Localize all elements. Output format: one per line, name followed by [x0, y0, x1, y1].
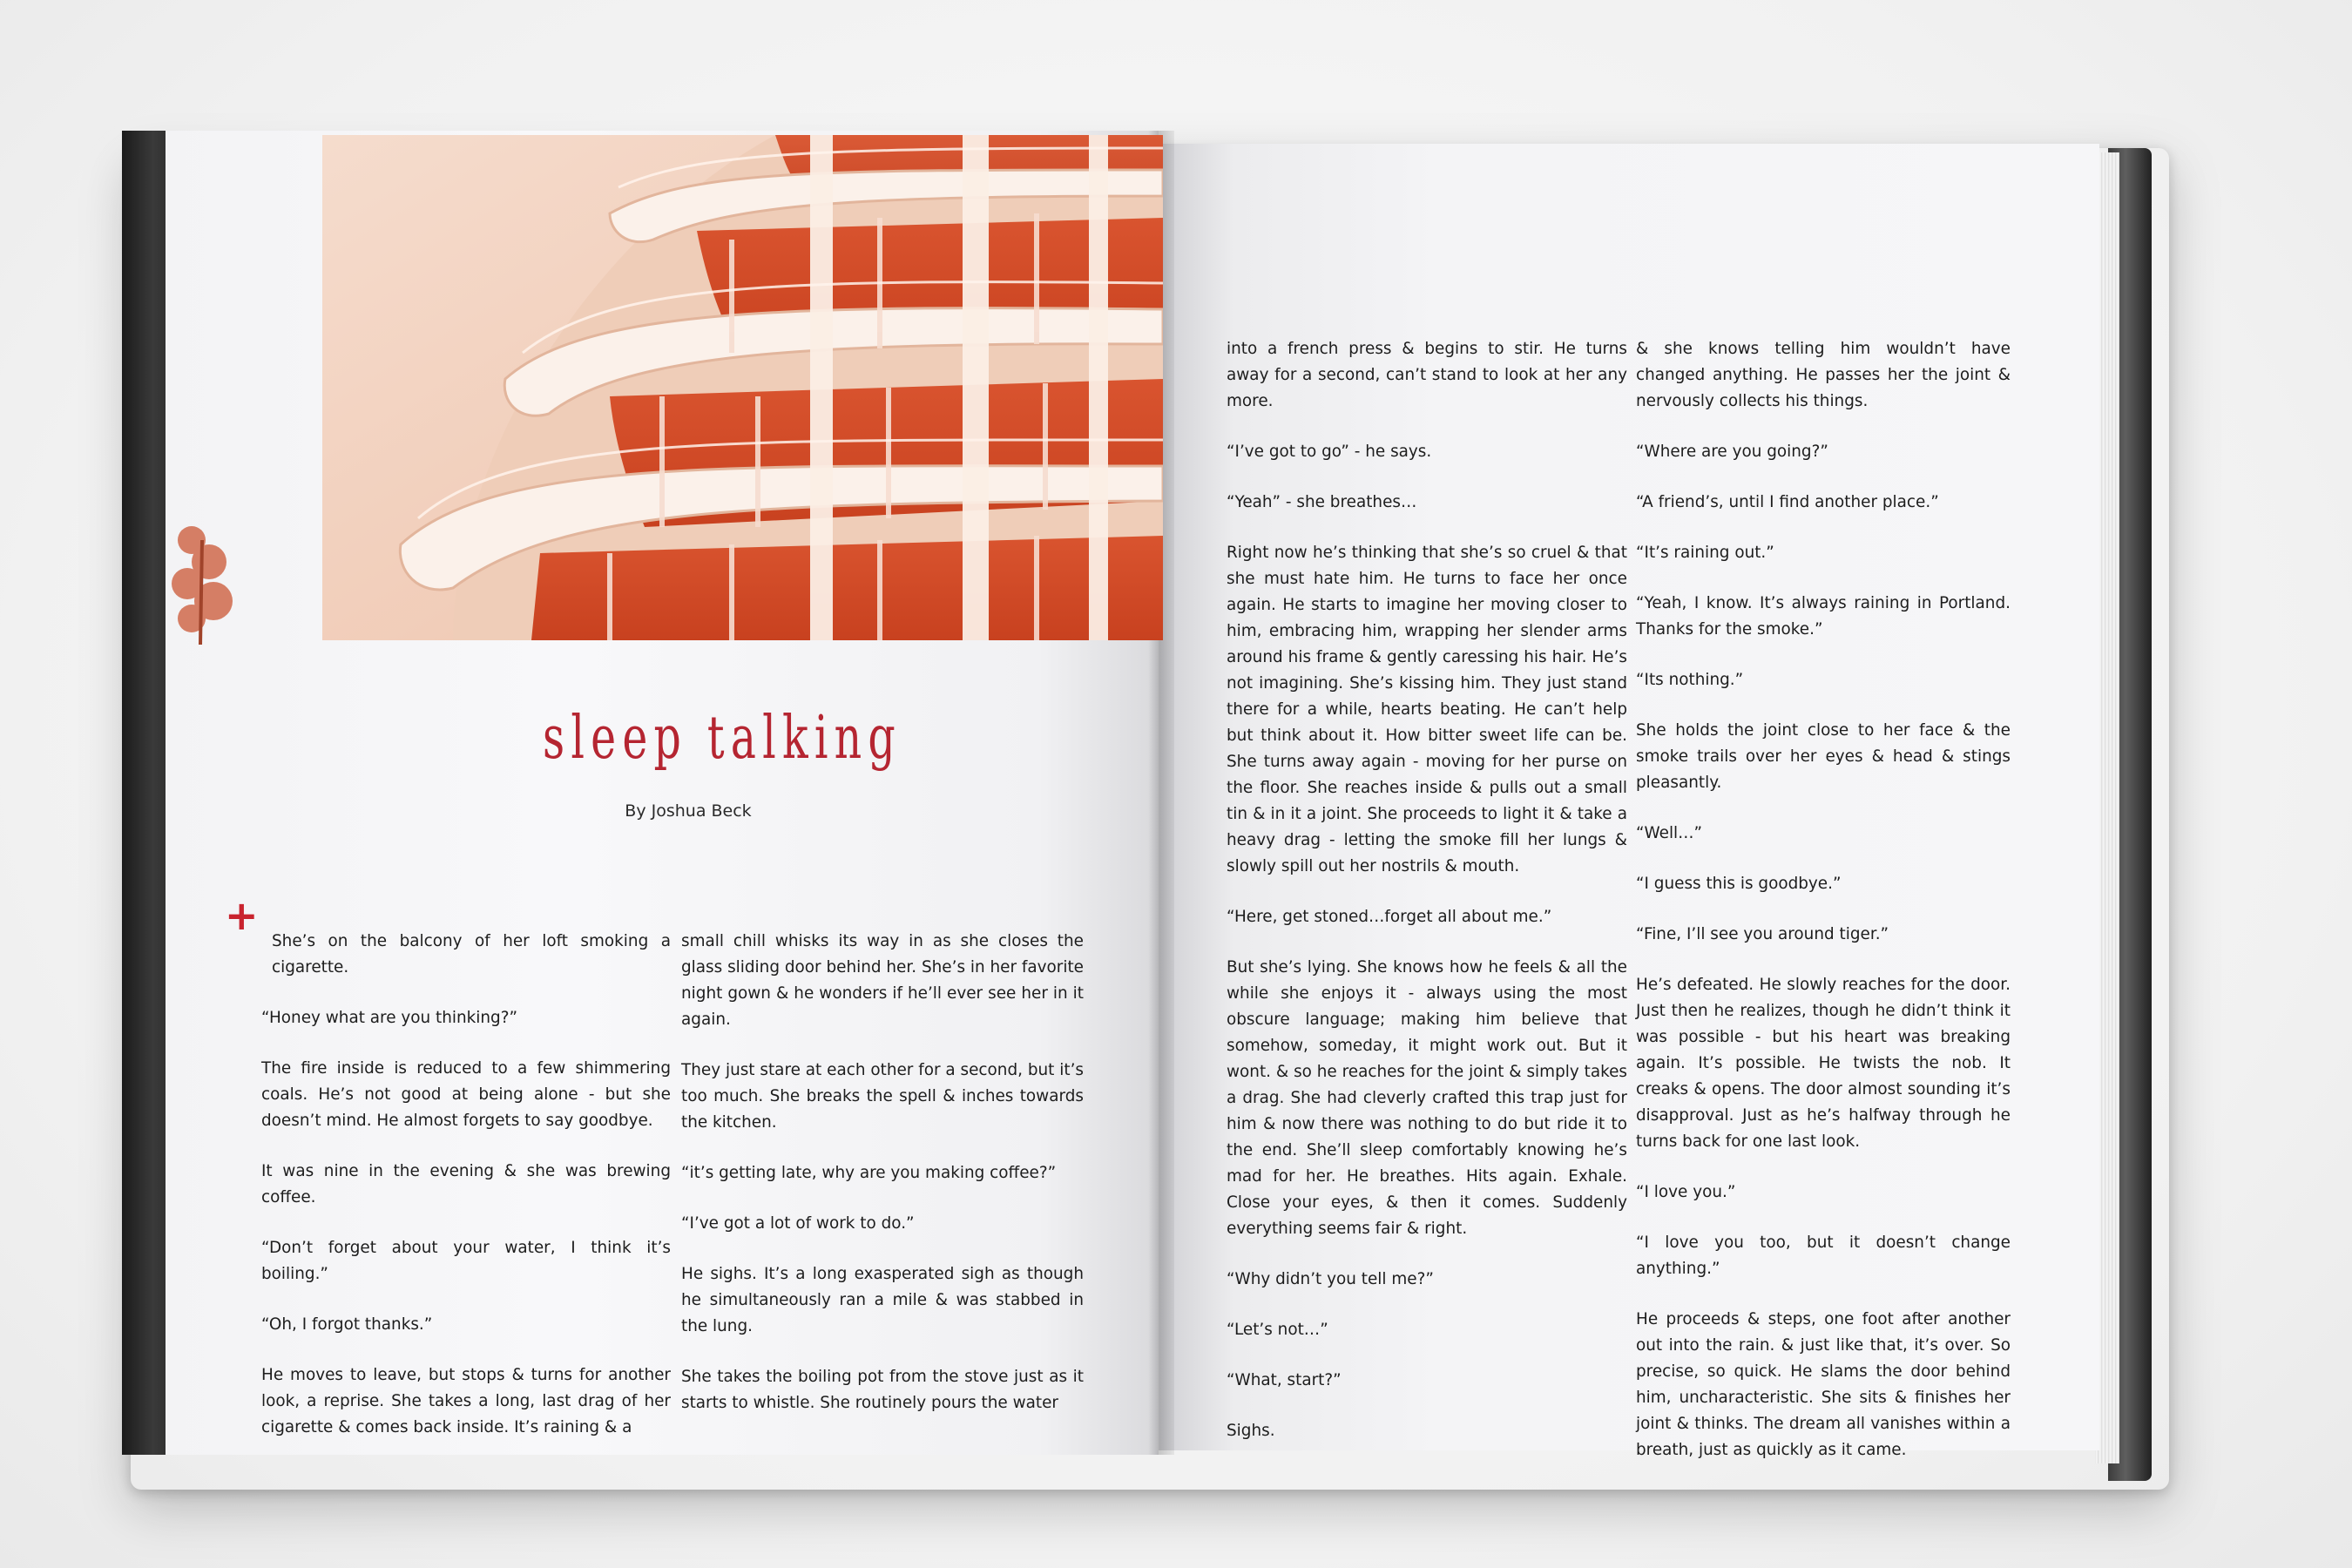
paragraph: He sighs. It’s a long exasperated sigh as though he simultaneously ran a mile & was stabbed in the lung.	[681, 1265, 1084, 1335]
paragraph: & she knows telling him wouldn’t have changed anything. He passes her the joint & nervously collects his things.	[1636, 340, 2011, 410]
paragraph: “Where are you going?”	[1636, 443, 1828, 461]
building-photo	[322, 135, 1163, 640]
article-byline: By Joshua Beck	[625, 801, 752, 821]
paragraph: “Honey what are you thinking?”	[261, 1009, 517, 1027]
paragraph: small chill whisks its way in as she closes the glass sliding door behind her. She’s in her favorite night gown & he wonders if he’ll ever see her in it again.	[681, 932, 1084, 1029]
paragraph: She holds the joint close to her face & the smoke trails over her eyes & head & stings pleasantly.	[1636, 721, 2011, 792]
paragraph: “Yeah, I know. It’s always raining in Portland. Thanks for the smoke.”	[1636, 594, 2011, 639]
paragraph: She takes the boiling pot from the stove just as it starts to whistle. She routinely pours the water	[681, 1368, 1084, 1412]
paragraph: It was nine in the evening & she was brewing coffee.	[261, 1162, 671, 1206]
paragraph: He proceeds & steps, one foot after another out into the rain. & just like that, it’s over. So precise, so quick. He slams the door behind him, uncharacteristic. She sits & finishes her joint & thinks. The dream all vanishes within a breath, just as quickly as it came.	[1636, 1310, 2011, 1459]
text-column-3	[1227, 336, 1627, 1469]
paragraph: They just stare at each other for a second, but it’s too much. She breaks the spell & inches towards the kitchen.	[681, 1061, 1084, 1132]
paragraph: “Here, get stoned…forget all about me.”	[1227, 908, 1552, 926]
tree-silhouette	[166, 488, 244, 645]
paragraph: “I love you too, but it doesn’t change anything.”	[1636, 1233, 2011, 1278]
paragraph: “A friend’s, until I find another place.”	[1636, 493, 1939, 511]
text-column-4	[1636, 336, 2011, 1488]
paragraph: into a french press & begins to stir. He turns away for a second, can’t stand to look at her any more.	[1227, 340, 1627, 410]
paragraph: “Don’t forget about your water, I think it’s boiling.”	[261, 1239, 671, 1283]
paragraph: “What, start?”	[1227, 1371, 1342, 1389]
paragraph: “Yeah” - she breathes…	[1227, 493, 1417, 511]
article-title: sleep talking	[543, 704, 902, 773]
paragraph: He’s defeated. He slowly reaches for the door. Just then he realizes, though he didn’t think it was possible - but his heart was breaking again. It’s possible. He twists the nob. It creaks & opens. The door almost sounding it’s disapproval. Just as he’s halfway through he turns back for one last look.	[1636, 976, 2011, 1151]
paragraph: “I’ve got a lot of work to do.”	[681, 1214, 915, 1233]
paragraph: “I’ve got to go” - he says.	[1227, 443, 1432, 461]
paragraph: “Fine, I’ll see you around tiger.”	[1636, 925, 1889, 943]
paragraph: “I love you.”	[1636, 1183, 1736, 1201]
paragraph: “It’s raining out.”	[1636, 544, 1774, 562]
text-column-1	[261, 929, 671, 1465]
paragraph: He moves to leave, but stops & turns for another look, a reprise. She takes a long, last drag of her cigarette & comes back inside. It’s raining & a	[261, 1366, 671, 1436]
paragraph: “Well…”	[1636, 824, 1703, 842]
plus-ornament-icon: +	[225, 892, 259, 939]
paragraph: Sighs.	[1227, 1422, 1275, 1440]
paragraph: She’s on the balcony of her loft smoking a cigarette.	[272, 932, 671, 977]
paragraph: “Oh, I forgot thanks.”	[261, 1315, 433, 1334]
paragraph: “it’s getting late, why are you making coffee?”	[681, 1164, 1057, 1182]
paragraph: But she’s lying. She knows how he feels & all the while she enjoys it - always using the most obscure language; making him believe that somehow, someday, it might work out. But it wont. & so he reaches for the joint & simply takes a drag. She had cleverly crafted this trap just for him & now there was nothing to do but ride it to the end. She’ll sleep comfortably knowing he’s mad for her. He breathes. Hits again. Exhale. Close your eyes, & then it comes. Suddenly everything seems fair & right.	[1227, 958, 1627, 1238]
paragraph: The fire inside is reduced to a few shimmering coals. He’s not good at being alone - but she doesn’t mind. He almost forgets to say goodbye.	[261, 1059, 671, 1130]
paragraph: “Let’s not…”	[1227, 1321, 1328, 1339]
paragraph: “Its nothing.”	[1636, 671, 1744, 689]
paragraph: “Why didn’t you tell me?”	[1227, 1270, 1434, 1288]
paragraph: Right now he’s thinking that she’s so cruel & that she must hate him. He turns to face her once again. He starts to imagine her moving closer to him, embracing him, wrapping her slender arms around his frame & gently caressing his hair. He’s not imagining. She’s kissing him. They just stand there for a while, hearts beating. He can’t help but think about it. How bitter sweet life can be. She turns away again - moving for her purse on the floor. She reaches inside & pulls out a small tin & in it a joint. She proceeds to light it & take a heavy drag - letting the smoke fill her lungs & slowly spill out her nostrils & mouth.	[1227, 544, 1627, 875]
text-column-2	[681, 929, 1084, 1441]
paragraph: “I guess this is goodbye.”	[1636, 875, 1842, 893]
